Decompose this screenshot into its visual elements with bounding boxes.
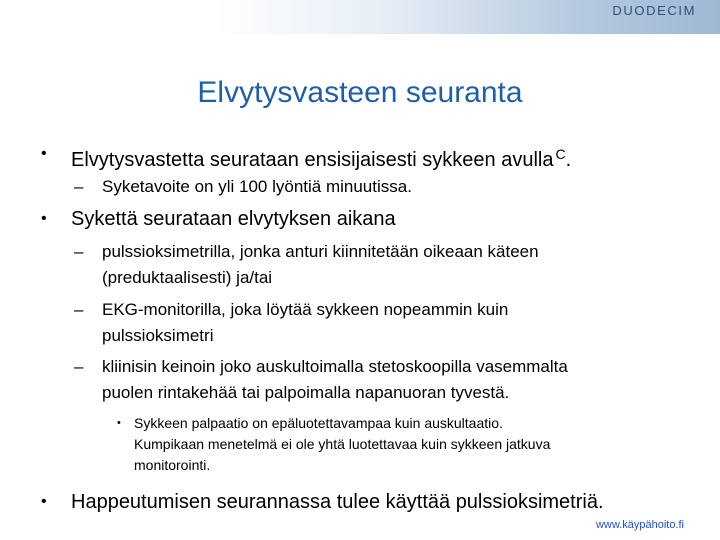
sub-sub-text-line-1: Sykkeen palpaatio on epäluotettavampaa kuin auskultaatio. <box>134 415 503 431</box>
slide-title: Elvytysvasteen seuranta <box>197 76 523 109</box>
sub-item-1-1 <box>74 174 412 200</box>
sub-item-2-3 <box>74 354 568 406</box>
bullet-dot: • <box>41 145 47 162</box>
bullet-dot: • <box>41 493 47 510</box>
sub-item-2-2 <box>74 297 509 349</box>
sub-dash: – <box>74 177 84 196</box>
sub-sub-text-line-3: monitorointi. <box>134 457 211 473</box>
sub-sub-item-2-3-1 <box>117 413 551 476</box>
header-band <box>0 0 720 34</box>
sub-text-line-2: pulssioksimetri <box>102 326 214 345</box>
sub-sub-dot: • <box>117 417 121 429</box>
sub-dash: – <box>74 300 84 319</box>
bullet-item-2 <box>41 207 396 231</box>
sub-dash: – <box>74 242 84 261</box>
sub-text-line-1: pulssioksimetrilla, jonka anturi kiinnitetään oikeaan käteen <box>102 242 539 261</box>
bullet-item-1 <box>41 142 572 172</box>
bullet-suffix: . <box>565 149 572 171</box>
duodecim-logo: DUODECIM <box>612 3 696 18</box>
sub-text-line-2: (preduktaalisesti) ja/tai <box>102 268 273 287</box>
bullet-text: Happeutumisen seurannassa tulee käyttää pulssioksimetriä. <box>71 491 604 513</box>
sub-text-line-2: puolen rintakehää tai palpoimalla napanuoran tyvestä. <box>102 383 510 402</box>
sub-text-line-1: EKG-monitorilla, joka löytää sykkeen nopeammin kuin <box>102 300 509 319</box>
sub-dash: – <box>74 357 84 376</box>
evidence-grade: C <box>555 146 566 162</box>
sub-text-line-1: kliinisin keinoin joko auskultoimalla stetoskoopilla vasemmalta <box>102 357 568 376</box>
bullet-text: Sykettä seurataan elvytyksen aikana <box>71 208 396 230</box>
bullet-text: Elvytysvastetta seurataan ensisijaisesti sykkeen avulla <box>71 149 554 171</box>
bullet-dot: • <box>41 210 47 227</box>
kaypahoito-link[interactable]: www.käypähoito.fi <box>595 519 684 531</box>
sub-item-2-1 <box>74 239 539 291</box>
sub-sub-text-line-2: Kumpikaan menetelmä ei ole yhtä luotettavaa kuin sykkeen jatkuva <box>134 436 551 452</box>
bullet-item-3 <box>41 490 604 514</box>
sub-text: Syketavoite on yli 100 lyöntiä minuutissa. <box>102 177 412 196</box>
